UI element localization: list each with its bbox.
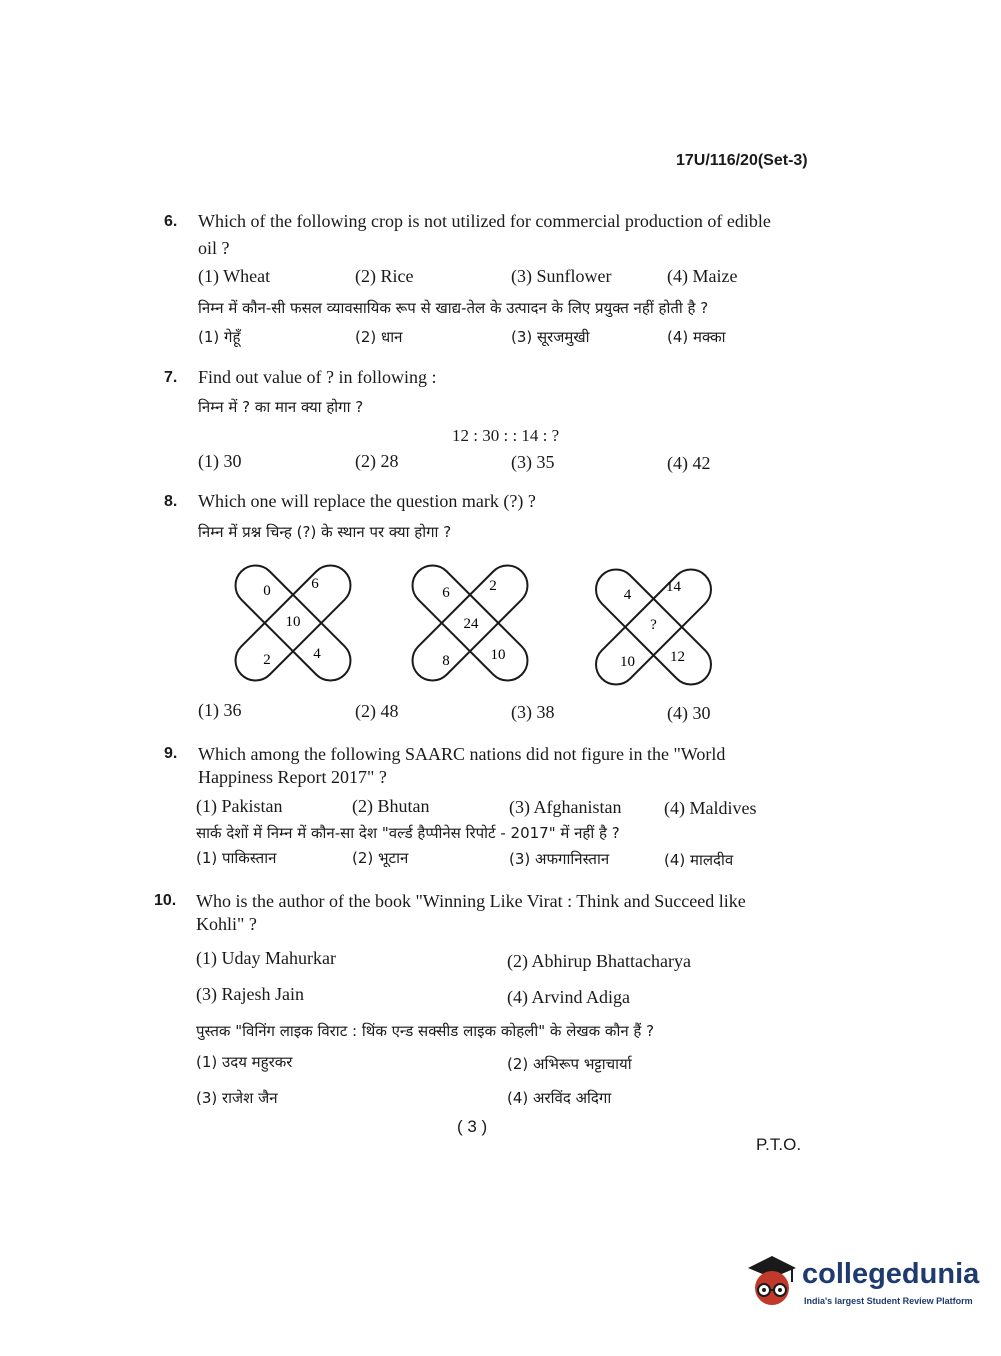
q6-hindi-option-2: (2) धान bbox=[355, 328, 403, 346]
q10-hindi-text: पुस्तक "विनिंग लाइक विराट : थिंक एन्ड सक्सीड लाइक कोहली" के लेखक कौन हैं ? bbox=[196, 1022, 655, 1040]
q6-option-1: (1) Wheat bbox=[198, 266, 271, 286]
q9-text-line1: Which among the following SAARC nations did not figure in the "World bbox=[198, 744, 726, 764]
fig1-top-right: 6 bbox=[311, 576, 319, 592]
q6-option-3: (3) Sunflower bbox=[511, 266, 612, 286]
q8-option-2: (2) 48 bbox=[355, 701, 399, 721]
q7-ratio: 12 : 30 : : 14 : ? bbox=[452, 426, 560, 445]
q10-number: 10. bbox=[154, 892, 177, 909]
q9-hindi-option-1: (1) पाकिस्तान bbox=[196, 849, 277, 867]
q6-number: 6. bbox=[164, 213, 178, 230]
q6-hindi-option-3: (3) सूरजमुखी bbox=[511, 328, 590, 346]
q10-option-4: (4) Arvind Adiga bbox=[507, 987, 630, 1007]
q7-option-3: (3) 35 bbox=[511, 452, 555, 472]
fig3-top-left: 4 bbox=[623, 587, 632, 603]
q6-hindi-option-4: (4) मक्का bbox=[667, 328, 726, 346]
fig3-bottom-right: 12 bbox=[670, 649, 685, 665]
fig1-top-left: 0 bbox=[263, 583, 271, 599]
q7-hindi-text: निम्न में ? का मान क्या होगा ? bbox=[198, 398, 364, 416]
q9-hindi-option-4: (4) मालदीव bbox=[664, 851, 734, 869]
q6-option-2: (2) Rice bbox=[355, 266, 414, 286]
q8-number: 8. bbox=[164, 493, 178, 510]
fig2-bottom-right: 10 bbox=[490, 647, 506, 663]
q8-hindi-text: निम्न में प्रश्न चिन्ह (?) के स्थान पर क्या होगा ? bbox=[198, 523, 452, 541]
q8-option-4: (4) 30 bbox=[667, 703, 711, 723]
q8-option-1: (1) 36 bbox=[198, 700, 242, 720]
q10-hindi-option-2: (2) अभिरूप भट्टाचार्या bbox=[507, 1055, 632, 1073]
q6-text-line1: Which of the following crop is not utilized for commercial production of edible bbox=[198, 211, 771, 231]
q8-figure-3 bbox=[591, 562, 716, 692]
paper-code: 17U/116/20(Set-3) bbox=[676, 152, 808, 169]
q9-hindi-text: सार्क देशों में निम्न में कौन-सा देश "वर्ल्ड हैप्पीनेस रिपोर्ट - 2017" में नहीं है ? bbox=[196, 824, 620, 842]
fig2-bottom-left: 8 bbox=[442, 653, 450, 669]
q6-hindi-option-1: (1) गेहूँ bbox=[198, 328, 241, 346]
page-number: ( 3 ) bbox=[457, 1117, 488, 1136]
fig3-bottom-left: 10 bbox=[620, 654, 635, 670]
brand-name: collegedunia bbox=[802, 1258, 980, 1290]
q10-hindi-option-4: (4) अरविंद अदिगा bbox=[507, 1089, 612, 1107]
q10-option-1: (1) Uday Mahurkar bbox=[196, 948, 336, 968]
q9-option-2: (2) Bhutan bbox=[352, 796, 430, 816]
q9-option-1: (1) Pakistan bbox=[196, 796, 283, 816]
q9-hindi-option-2: (2) भूटान bbox=[352, 849, 409, 867]
fig1-center: 10 bbox=[285, 614, 301, 630]
q8-figure-2 bbox=[410, 558, 530, 688]
q7-option-1: (1) 30 bbox=[198, 451, 242, 471]
q8-text: Which one will replace the question mark (?) ? bbox=[198, 491, 536, 511]
q10-text-line2: Kohli" ? bbox=[196, 914, 257, 934]
q7-text: Find out value of ? in following : bbox=[198, 367, 437, 387]
fig2-center: 24 bbox=[463, 616, 479, 632]
q10-text-line1: Who is the author of the book "Winning Like Virat : Think and Succeed like bbox=[196, 891, 746, 911]
q9-option-4: (4) Maldives bbox=[664, 798, 757, 818]
q10-hindi-option-3: (3) राजेश जैन bbox=[196, 1089, 278, 1107]
q6-text-line2: oil ? bbox=[198, 238, 230, 258]
fig3-top-right: 14 bbox=[666, 579, 681, 595]
fig2-top-right: 2 bbox=[489, 578, 497, 594]
q10-option-3: (3) Rajesh Jain bbox=[196, 984, 304, 1004]
fig1-bottom-left: 2 bbox=[263, 652, 271, 668]
q8-option-3: (3) 38 bbox=[511, 702, 555, 722]
q7-option-4: (4) 42 bbox=[667, 453, 711, 473]
pto-label: P.T.O. bbox=[756, 1135, 802, 1154]
q8-figure-1 bbox=[233, 558, 353, 688]
fig3-center: ? bbox=[650, 617, 657, 633]
q6-hindi-text: निम्न में कौन-सी फसल व्यावसायिक रूप से खाद्य-तेल के उत्पादन के लिए प्रयुक्त नहीं होती है ? bbox=[198, 299, 709, 317]
fig1-bottom-right: 4 bbox=[313, 646, 321, 662]
q7-option-2: (2) 28 bbox=[355, 451, 399, 471]
mascot-icon bbox=[742, 1250, 800, 1312]
q7-number: 7. bbox=[164, 369, 178, 386]
q9-hindi-option-3: (3) अफगानिस्तान bbox=[509, 850, 610, 868]
q9-text-line2: Happiness Report 2017" ? bbox=[198, 767, 387, 787]
q10-hindi-option-1: (1) उदय महुरकर bbox=[196, 1053, 293, 1071]
q9-option-3: (3) Afghanistan bbox=[509, 797, 622, 817]
q9-number: 9. bbox=[164, 745, 178, 762]
q10-option-2: (2) Abhirup Bhattacharya bbox=[507, 951, 691, 971]
q6-option-4: (4) Maize bbox=[667, 266, 738, 286]
brand-tagline: India's largest Student Review Platform bbox=[804, 1296, 973, 1306]
watermark-logo bbox=[742, 1250, 980, 1312]
fig2-top-left: 6 bbox=[442, 585, 450, 601]
